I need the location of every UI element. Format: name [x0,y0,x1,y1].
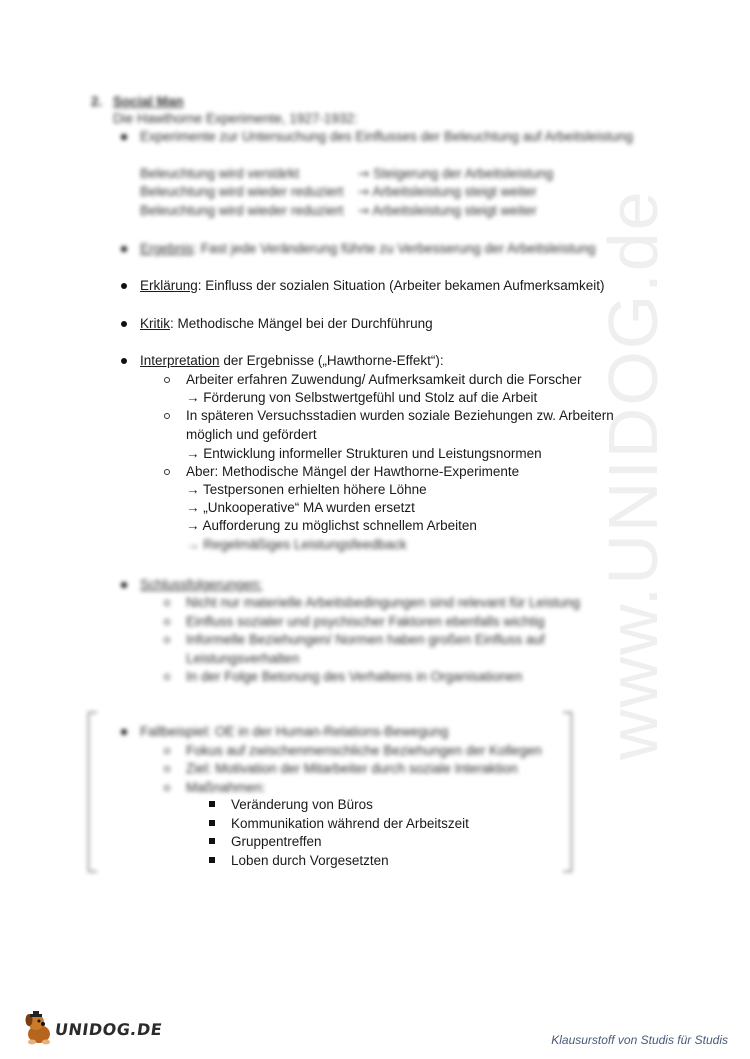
schluss-item: Informelle Beziehungen/ Normen haben großen Einfluss auf [186,632,545,647]
footer-logo-text: UNIDOG.DE [53,1020,164,1039]
arrow-icon: → [358,166,370,182]
interpretation-sub: → Aufforderung zu möglichst schnellem Arbeiten [186,518,477,533]
experiment-row-right: → Arbeitsleistung steigt weiter [358,184,537,200]
experiments-intro: Experimente zur Untersuchung des Einflusses der Beleuchtung auf Arbeitsleistung [140,129,634,144]
circle-bullet-icon [164,785,170,791]
fallbeispiel-item: Fokus auf zwischenmenschliche Beziehungen der Kollegen [186,743,542,758]
circle-bullet-icon [164,619,170,625]
schluss-item: Leistungsverhalten [186,651,300,666]
circle-bullet-icon [164,748,170,754]
circle-bullet-icon [164,377,170,383]
fallbeispiel-item: Maßnahmen: [186,780,266,795]
interpretation-sub: → „Unkooperative“ MA wurden ersetzt [186,500,415,515]
interpretation-item: Arbeiter erfahren Zuwendung/ Aufmerksamkeit durch die Forscher [186,372,582,387]
schluss-label: Schlussfolgerungen: [140,577,263,592]
measure-item: Loben durch Vorgesetzten [231,853,389,868]
circle-bullet-icon [164,637,170,643]
watermark: www.UNIDOG.de [594,189,672,760]
dog-logo-icon [22,1010,56,1046]
interpretation-sub: → Regelmäßiges Leistungsfeedback [186,537,407,552]
interpretation-item: → Entwicklung informeller Strukturen und Leistungsnormen [186,446,542,461]
measure-item: Veränderung von Büros [231,797,373,812]
bullet-icon [121,358,127,364]
bullet-icon [121,283,127,289]
erklaerung-line: Erklärung: Einfluss der sozialen Situation (Arbeiter bekamen Aufmerksamkeit) [140,278,605,293]
interpretation-item: → Förderung von Selbstwertgefühl und Stolz auf die Arbeit [186,390,538,405]
interpretation-item: Aber: Methodische Mängel der Hawthorne-Experimente [186,464,520,479]
interpretation-item: In späteren Versuchsstadien wurden soziale Beziehungen zw. Arbeitern [186,408,614,423]
section-number: 2. [91,94,103,109]
interpretation-item: möglich und gefördert [186,427,317,442]
footer-tagline: Klausurstoff von Studis für Studis [551,1033,728,1047]
circle-bullet-icon [164,766,170,772]
schluss-item: Einfluss sozialer und psychischer Faktoren ebenfalls wichtig [186,614,545,629]
schluss-item: Nicht nur materielle Arbeitsbedingungen sind relevant für Leistung [186,595,580,610]
bullet-icon [121,582,127,588]
measure-item: Kommunikation während der Arbeitszeit [231,816,469,831]
section-subtitle: Die Hawthorne Experimente, 1927-1932: [113,111,358,126]
bullet-icon [121,246,127,252]
experiment-row-left: Beleuchtung wird wieder reduziert [140,203,344,218]
right-bracket [563,712,572,872]
square-bullet-icon [209,838,215,844]
section-title: Social Man [113,94,184,109]
circle-bullet-icon [164,413,170,419]
circle-bullet-icon [164,469,170,475]
fallbeispiel-title: Fallbeispiel: OE in der Human-Relations-Bewegung [140,724,449,739]
schluss-item: In der Folge Betonung des Verhaltens in Organisationen [186,669,523,684]
circle-bullet-icon [164,674,170,680]
experiment-row-right: → Steigerung der Arbeitsleistung [358,166,554,182]
arrow-icon: → [358,203,370,219]
experiment-row-right: → Arbeitsleistung steigt weiter [358,203,537,219]
interpretation-sub: → Testpersonen erhielten höhere Löhne [186,482,427,497]
arrow-icon: → [358,184,370,200]
fallbeispiel-item: Ziel: Motivation der Mitarbeiter durch soziale Interaktion [186,761,518,776]
experiment-row-left: Beleuchtung wird wieder reduziert [140,184,344,199]
experiment-row-left: Beleuchtung wird verstärkt [140,166,300,181]
bullet-icon [121,321,127,327]
measure-item: Gruppentreffen [231,834,322,849]
kritik-line: Kritik: Methodische Mängel bei der Durchführung [140,316,433,331]
circle-bullet-icon [164,600,170,606]
square-bullet-icon [209,820,215,826]
bullet-icon [121,134,127,140]
interpretation-line: Interpretation der Ergebnisse („Hawthorne-Effekt“): [140,353,444,368]
bullet-icon [121,729,127,735]
square-bullet-icon [209,857,215,863]
ergebnis-line: Ergebnis: Fast jede Veränderung führte zu Verbesserung der Arbeitsleistung [140,241,596,256]
left-bracket [88,712,97,872]
square-bullet-icon [209,801,215,807]
